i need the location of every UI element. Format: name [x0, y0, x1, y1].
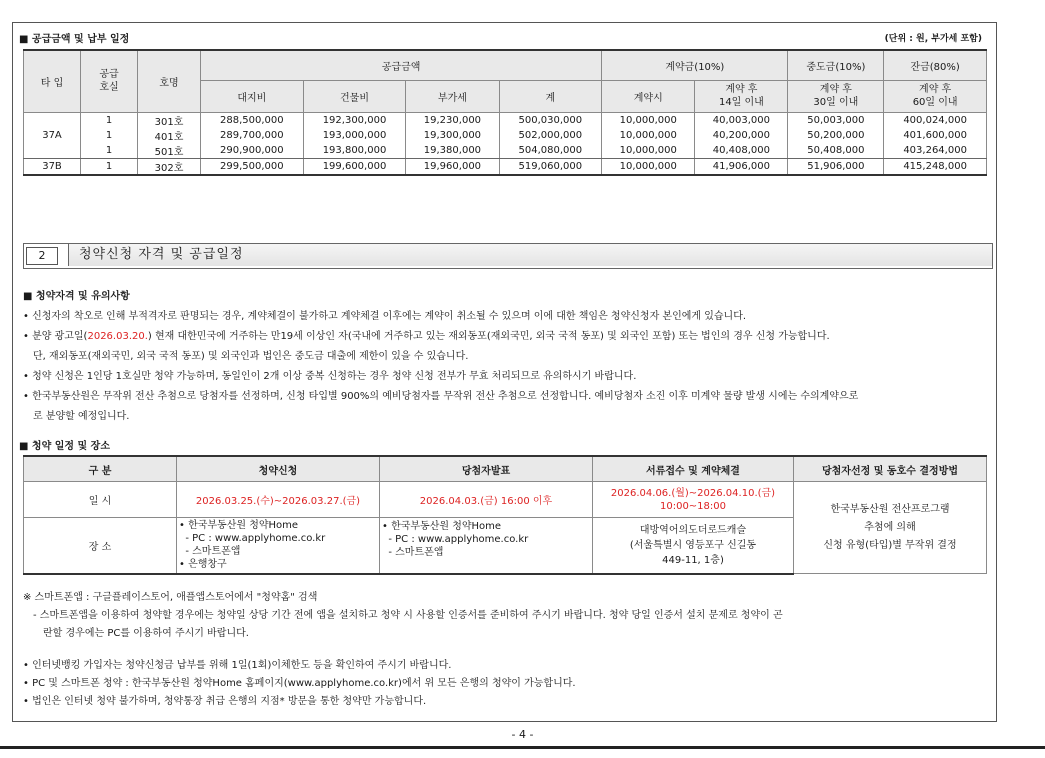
- schedule-header: 당첨자발표: [380, 456, 593, 482]
- after14-cell: 41,906,000: [695, 158, 788, 175]
- header-after60: 계약 후 60일 이내: [884, 80, 987, 112]
- units-cell: 1: [81, 128, 138, 143]
- ho-cell: 401호: [138, 128, 201, 143]
- announce-date: 2026.04.03.(금) 16:00 이후: [380, 482, 593, 518]
- method-line: 신청 유형(타입)별 무작위 결정: [823, 539, 957, 551]
- middle-cell: 50,200,000: [788, 128, 884, 143]
- balance-cell: 403,264,000: [884, 143, 987, 159]
- total-cell: 502,000,000: [499, 128, 602, 143]
- at-contract-cell: 10,000,000: [602, 158, 695, 175]
- section-2-header: [23, 243, 993, 269]
- row-label-place: 장 소: [24, 518, 177, 574]
- balance-cell: 415,248,000: [884, 158, 987, 175]
- header-vat: 부가세: [406, 80, 499, 112]
- units-cell: 1: [81, 112, 138, 128]
- middle-cell: 51,906,000: [788, 158, 884, 175]
- middle-cell: 50,408,000: [788, 143, 884, 159]
- page-number: - 4 -: [511, 728, 534, 741]
- building-cell: 193,800,000: [303, 143, 406, 159]
- section-title: 청약신청 자격 및 공급일정: [68, 244, 992, 266]
- header-total: 계: [499, 80, 602, 112]
- contract-time: 10:00~18:00: [659, 500, 726, 512]
- header-type: 타 입: [24, 50, 81, 112]
- land-cell: 299,500,000: [201, 158, 304, 175]
- contract-place: [593, 518, 794, 574]
- bullet-text: ) 현재 대한민국에 거주하는 만19세 이상인 자(국내에 거주하고 있는 재외동포(재외국민, 외국 국적 동포) 및 외국인 포함) 또는 법인의 경우 신청 가능합니다.: [147, 331, 830, 342]
- total-cell: 500,030,000: [499, 112, 602, 128]
- place-line: (서울특별시 영등포구 신길동: [629, 539, 757, 551]
- schedule-header: 구 분: [24, 456, 177, 482]
- announce-place: [380, 518, 593, 574]
- vat-cell: 19,380,000: [406, 143, 499, 159]
- footnote: • PC 및 스마트폰 청약 : 한국부동산원 청약Home 홈페이지(www.applyhome.co.kr)에서 위 모든 은행의 청약이 가능합니다.: [23, 678, 576, 689]
- balance-cell: 401,600,000: [884, 128, 987, 143]
- vat-cell: 19,960,000: [406, 158, 499, 175]
- bottom-rule: [0, 746, 1045, 749]
- footnotes: [23, 589, 995, 711]
- row-label-date: 일 시: [24, 482, 177, 518]
- building-cell: 192,300,000: [303, 112, 406, 128]
- ho-cell: 501호: [138, 143, 201, 159]
- contract-date: [593, 482, 794, 518]
- header-building: 건물비: [303, 80, 406, 112]
- land-cell: 289,700,000: [201, 128, 304, 143]
- building-cell: 193,000,000: [303, 128, 406, 143]
- vat-cell: 19,230,000: [406, 112, 499, 128]
- place-line: • 한국부동산원 청약Home: [179, 520, 299, 532]
- at-contract-cell: 10,000,000: [602, 112, 695, 128]
- ho-cell: 302호: [138, 158, 201, 175]
- apply-date: 2026.03.25.(수)~2026.03.27.(금): [177, 482, 380, 518]
- header-units: 공급 호실: [81, 50, 138, 112]
- place-line: - PC : www.applyhome.co.kr: [179, 533, 326, 545]
- apply-place: [177, 518, 380, 574]
- contract-date-range: 2026.04.06.(월)~2026.04.10.(금): [610, 487, 776, 499]
- after14-cell: 40,408,000: [695, 143, 788, 159]
- header-after30: 계약 후 30일 이내: [788, 80, 884, 112]
- eligibility-bullet: • 한국부동산원은 무작위 전산 추첨으로 당첨자를 선정하며, 신청 타입별 900%의 예비당첨자를 무작위 전산 추첨으로 선정합니다. 예비당첨자 소진 이후 미계약 물량 발생 시에는 수의계약으로: [23, 391, 859, 402]
- footnote: - 스마트폰앱을 이용하여 청약할 경우에는 청약일 상당 기간 전에 앱을 설치하고 청약 시 사용할 인증서를 준비하여 주시기 바랍니다. 청약 당일 인증서 설치 문제로 청약이 곤: [33, 610, 783, 621]
- place-line: 449-11, 1층): [662, 554, 724, 566]
- place-line: 대방역어의도더로드캐슬: [639, 524, 747, 536]
- schedule-section-title: ■ 청약 일정 및 장소: [19, 441, 110, 452]
- footnote: • 인터넷뱅킹 가입자는 청약신청금 납부를 위해 1일(1회)이체한도 등을 확인하여 주시기 바랍니다.: [23, 660, 452, 671]
- section-number: 2: [26, 247, 58, 265]
- footnote-spacer: [23, 643, 995, 657]
- type-cell: 37B: [24, 158, 81, 175]
- header-balance: 잔금(80%): [884, 50, 987, 80]
- after14-cell: 40,003,000: [695, 112, 788, 128]
- header-supply: 공급금액: [201, 50, 602, 80]
- selection-method: [794, 482, 987, 574]
- footnote: • 법인은 인터넷 청약 불가하며, 청약통장 취급 은행의 지점* 방문을 통한 청약만 가능합니다.: [23, 696, 427, 707]
- place-line: - PC : www.applyhome.co.kr: [382, 534, 529, 545]
- schedule-table: [23, 455, 987, 575]
- document-page: [12, 22, 997, 722]
- header-ho: 호명: [138, 50, 201, 112]
- building-cell: 199,600,000: [303, 158, 406, 175]
- place-line: - 스마트폰앱: [179, 546, 241, 558]
- land-cell: 290,900,000: [201, 143, 304, 159]
- vat-cell: 19,300,000: [406, 128, 499, 143]
- type-cell: 37A: [24, 112, 81, 158]
- units-cell: 1: [81, 158, 138, 175]
- eligibility-bullet: • 청약 신청은 1인당 1호실만 청약 가능하며, 동일인이 2개 이상 중복 신청하는 경우 청약 신청 전부가 무효 처리되므로 유의하시기 바랍니다.: [23, 371, 637, 382]
- supply-section-title: ■ 공급금액 및 납부 일정: [19, 34, 130, 45]
- eligibility-title: ■ 청약자격 및 유의사항: [23, 291, 130, 302]
- at-contract-cell: 10,000,000: [602, 143, 695, 159]
- place-line: • 은행창구: [179, 559, 227, 571]
- units-cell: 1: [81, 143, 138, 159]
- header-middle: 중도금(10%): [788, 50, 884, 80]
- balance-cell: 400,024,000: [884, 112, 987, 128]
- land-cell: 288,500,000: [201, 112, 304, 128]
- method-line: 추첨에 의해: [864, 521, 916, 533]
- total-cell: 504,080,000: [499, 143, 602, 159]
- eligibility-bullet: [23, 327, 995, 347]
- ho-cell: 301호: [138, 112, 201, 128]
- at-contract-cell: 10,000,000: [602, 128, 695, 143]
- unit-note: (단위 : 원, 부가세 포함): [884, 34, 982, 44]
- eligibility-bullet-cont: 단, 재외동포(재외국민, 외국 국적 동포) 및 외국인과 법인은 중도금 대출에 제한이 있을 수 있습니다.: [33, 351, 469, 362]
- schedule-header: 청약신청: [177, 456, 380, 482]
- footnote-cont: 란할 경우에는 PC를 이용하여 주시기 바랍니다.: [43, 628, 249, 639]
- header-contract: 계약금(10%): [602, 50, 788, 80]
- place-line: - 스마트폰앱: [382, 547, 444, 558]
- header-land: 대지비: [201, 80, 304, 112]
- eligibility-notes: [23, 287, 995, 427]
- schedule-header: 서류접수 및 계약체결: [593, 456, 794, 482]
- announcement-date: 2026.03.20.: [87, 331, 148, 342]
- place-line: • 한국부동산원 청약Home: [382, 521, 502, 532]
- total-cell: 519,060,000: [499, 158, 602, 175]
- middle-cell: 50,003,000: [788, 112, 884, 128]
- eligibility-bullet-cont: 로 분양할 예정입니다.: [33, 411, 130, 422]
- header-at-contract: 계약시: [602, 80, 695, 112]
- schedule-header: 당첨자선정 및 동호수 결정방법: [794, 456, 987, 482]
- after14-cell: 40,200,000: [695, 128, 788, 143]
- bullet-text: • 분양 광고일(: [23, 331, 88, 342]
- header-after14: 계약 후 14일 이내: [695, 80, 788, 112]
- method-line: 한국부동산원 전산프로그램: [830, 503, 950, 515]
- footnote: ※ 스마트폰앱 : 구글플레이스토어, 애플앱스토어에서 "청약홈" 검색: [23, 592, 318, 603]
- supply-price-table: [23, 49, 987, 176]
- eligibility-bullet: • 신청자의 착오로 인해 부적격자로 판명되는 경우, 계약체결이 불가하고 계약체결 이후에는 계약이 취소될 수 있으며 이에 대한 책임은 청약신청자 본인에게 있습니다.: [23, 311, 747, 322]
